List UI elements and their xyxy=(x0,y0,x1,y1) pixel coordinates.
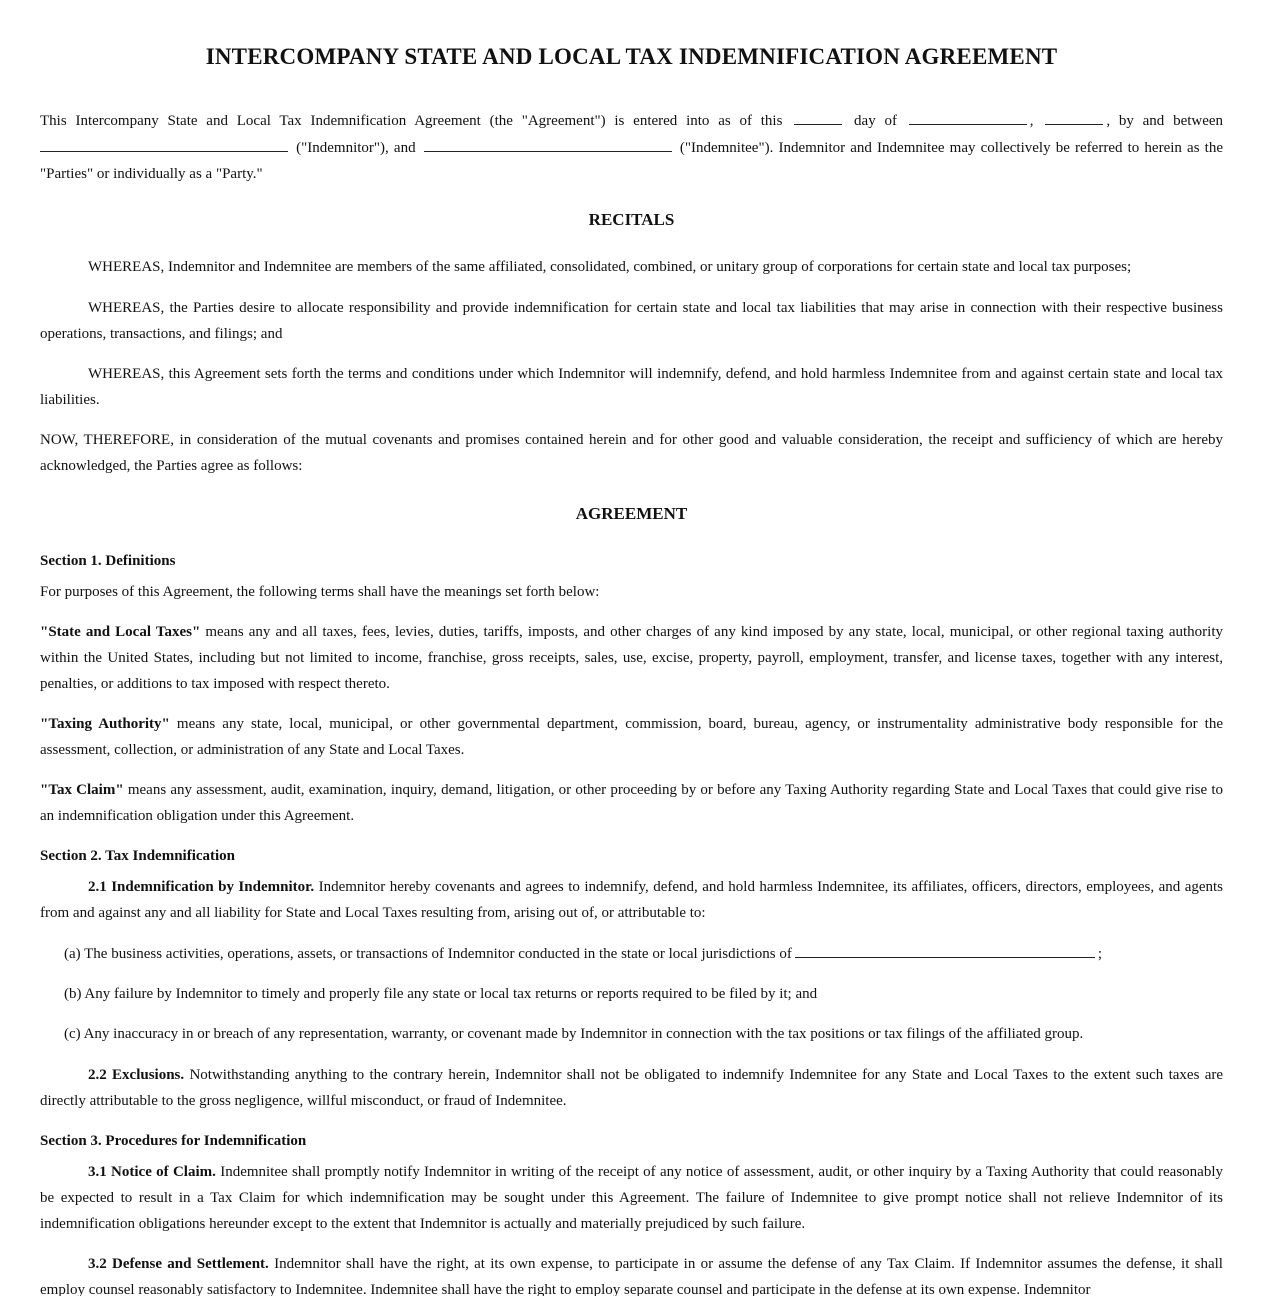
clause-text: Indemnitor shall have the right, at its own expense, to participate in or assume the defense of any Tax Claim. If Indemnitor assumes the defense, it shall employ counsel reasonably satisfactory to Indemnitee. Indemnitee shall have the right to employ separate counsel and participate in the defense at its own expense. Indemnitor xyxy=(40,1256,1223,1296)
intro-text-3: , xyxy=(1029,113,1034,129)
intro-paragraph xyxy=(40,108,1223,187)
definition-taxing-authority xyxy=(40,712,1223,764)
clause-title: 2.1 Indemnification by Indemnitor. xyxy=(88,879,315,895)
day-blank[interactable] xyxy=(794,108,842,125)
indemnitee-name-blank[interactable] xyxy=(424,135,672,152)
clause-title: 3.1 Notice of Claim. xyxy=(88,1164,216,1180)
list-item-b: (b) Any failure by Indemnitor to timely and properly file any state or local tax returns or reports required to be filed by it; and xyxy=(64,986,818,1002)
list-item-c: (c) Any inaccuracy in or breach of any representation, warranty, or covenant made by Indemnitor in connection with the tax positions or tax filings of the affiliated group. xyxy=(64,1026,1084,1042)
definition-term: "Tax Claim" xyxy=(40,782,124,798)
clause-text: Indemnitor hereby covenants and agrees to indemnify, defend, and hold harmless Indemnitee, its affiliates, officers, directors, employees, and agents from and against any and all liability for State and Local Taxes resulting from, arising out of, or attributable to: xyxy=(40,879,1224,921)
intro-text-4: , by and between xyxy=(1106,113,1224,129)
recital-2: WHEREAS, the Parties desire to allocate responsibility and provide indemnification for certain state and local tax liabilities that may arise in connection with their respective business operations, transactions, and filings; and xyxy=(40,300,1223,342)
recitals-heading: RECITALS xyxy=(588,210,675,229)
now-therefore-paragraph: NOW, THEREFORE, in consideration of the mutual covenants and promises contained herein and for other good and valuable consideration, the receipt and sufficiency of which are hereby acknowledged, the Parties agree as follows: xyxy=(40,432,1223,474)
year-blank[interactable] xyxy=(1045,108,1103,125)
definition-text: means any and all taxes, fees, levies, duties, tariffs, imposts, and other charges of any kind imposed by any state, local, municipal, or other regional taxing authority within the United States, including but not limited to income, franchise, gross receipts, sales, use, excise, property, payroll, employment, transfer, and license taxes, together with any interest, penalties, or additions to tax imposed with respect thereto. xyxy=(40,624,1223,692)
intro-text-6: ("Indemnitee"). Indemnitor and Indemnitee may collectively be referred to herein as the "Parties" or individually as a "Party." xyxy=(40,139,1224,182)
list-item-a xyxy=(64,941,1224,968)
definition-term: "Taxing Authority" xyxy=(40,716,170,732)
section-1-heading: Section 1. Definitions xyxy=(40,553,176,569)
intro-text-5: ("Indemnitor"), and xyxy=(296,139,416,156)
clause-2-2 xyxy=(40,1063,1223,1115)
clause-3-2 xyxy=(40,1252,1223,1296)
recital-1: WHEREAS, Indemnitor and Indemnitee are members of the same affiliated, consolidated, combined, or unitary group of corporations for certain state and local tax purposes; xyxy=(88,259,1132,275)
definition-text: means any state, local, municipal, or other governmental department, commission, board, bureau, agency, or instrumentality administrative body responsible for the assessment, collection, or administration of any State and Local Taxes. xyxy=(40,716,1223,758)
indemnitor-name-blank[interactable] xyxy=(40,135,288,152)
definition-tax-claim xyxy=(40,778,1223,830)
clause-text: Notwithstanding anything to the contrary herein, Indemnitor shall not be obligated to indemnify Indemnitee for any State and Local Taxes to the extent such taxes are directly attributable to the gross negligence, willful misconduct, or fraud of Indemnitee. xyxy=(40,1067,1224,1109)
clause-text: Indemnitee shall promptly notify Indemnitor in writing of the receipt of any notice of assessment, audit, or other inquiry by a Taxing Authority that could reasonably be expected to result in a Tax Claim for which indemnification may be sought under this Agreement. The failure of Indemnitee to give prompt notice shall not relieve Indemnitor of its indemnification obligations hereunder except to the extent that Indemnitor is actually and materially prejudiced by such failure. xyxy=(40,1164,1223,1232)
intro-text-2: day of xyxy=(854,113,897,129)
definitions-intro: For purposes of this Agreement, the following terms shall have the meanings set forth below: xyxy=(40,584,600,600)
definition-state-local-taxes xyxy=(40,620,1223,697)
clause-2-1 xyxy=(40,875,1223,927)
agreement-heading: AGREEMENT xyxy=(575,504,688,523)
list-item-end: ; xyxy=(1097,946,1103,962)
clause-3-1 xyxy=(40,1160,1223,1237)
section-3-heading: Section 3. Procedures for Indemnification xyxy=(40,1133,307,1149)
clause-title: 2.2 Exclusions. xyxy=(88,1067,185,1083)
clause-title: 3.2 Defense and Settlement. xyxy=(88,1256,269,1272)
month-blank[interactable] xyxy=(909,108,1027,125)
definition-term: "State and Local Taxes" xyxy=(40,624,201,640)
list-item-text: (a) The business activities, operations, assets, or transactions of Indemnitor conducted in the state or local jurisdictions of xyxy=(64,946,792,962)
intro-text-1: This Intercompany State and Local Tax Indemnification Agreement (the "Agreement") is entered into as of this xyxy=(40,113,783,129)
recital-3: WHEREAS, this Agreement sets forth the terms and conditions under which Indemnitor will indemnify, defend, and hold harmless Indemnitee from and against certain state and local tax liabilities. xyxy=(40,366,1223,408)
section-2-heading: Section 2. Tax Indemnification xyxy=(40,848,236,864)
document-title: INTERCOMPANY STATE AND LOCAL TAX INDEMNIFICATION AGREEMENT xyxy=(205,44,1058,69)
jurisdiction-blank[interactable] xyxy=(795,941,1095,958)
definition-text: means any assessment, audit, examination, inquiry, demand, litigation, or other proceeding by or before any Taxing Authority regarding State and Local Taxes that could give rise to an indemnification obligation under this Agreement. xyxy=(40,782,1223,824)
